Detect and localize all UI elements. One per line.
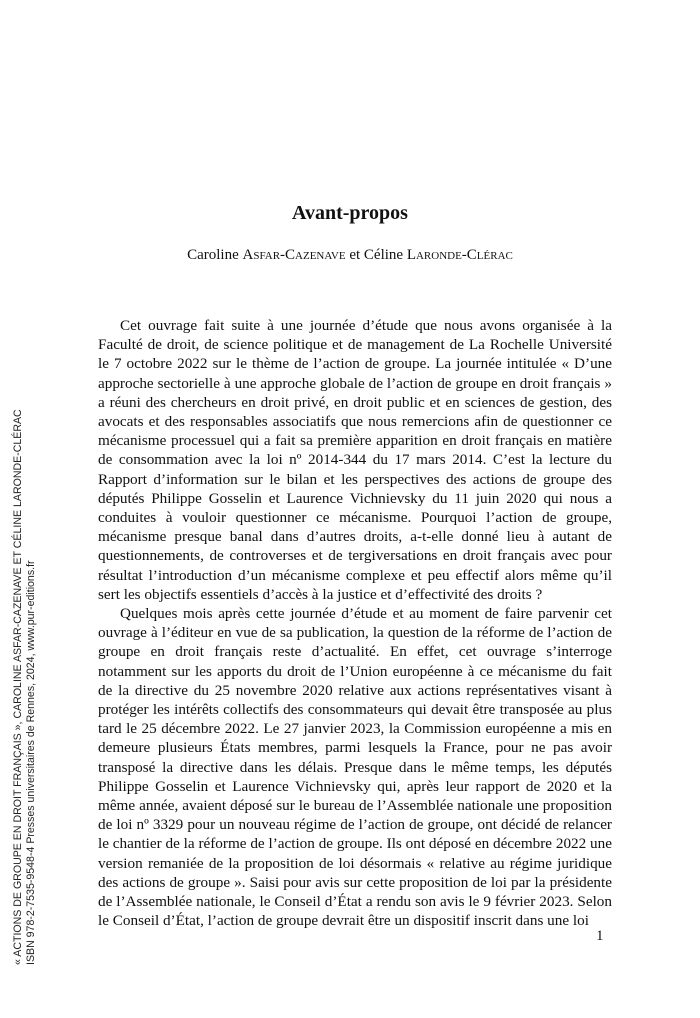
authors-connector: et [349,247,361,263]
author2-last-name: Laronde-Clérac [406,247,513,263]
author1-first-name: Caroline [187,247,239,263]
sidebar-isbn-publisher: ISBN 978-2-7535-9548-4 Presses universitaires de Rennes, 2024, www.pur-editions.fr [24,560,37,965]
page-number: 1 [596,928,604,944]
body-text [98,316,612,931]
page-title: Avant-propos [292,202,408,224]
sidebar-book-title: « ACTIONS DE GROUPE EN DROIT FRANÇAIS », CAROLINE ASFAR-CAZENAVE ET CÉLINE LARONDE-CLÉRAC [12,409,24,965]
author2-first-name: Céline [363,247,404,263]
paragraph: Cet ouvrage fait suite à une journée d’étude que nous avons organisée à la Faculté de droit, de science politique et de management de La Rochelle Université le 7 octobre 2022 sur le thème de l’action de groupe. La journée intitulée « D’une approche sectorielle à une approche globale de l’action de groupe en droit français » a réuni des chercheurs en droit privé, en droit public et en sciences de gestion, des avocats et des responsables associatifs que nous remercions afin de questionner ce mécanisme processuel qui a fait sa première apparition en droit français en matière de consommation avec la loi nº 2014-344 du 17 mars 2014. C’est la lecture du Rapport d’information sur le bilan et les perspectives des actions de groupe des députés Philippe Gosselin et Laurence Vichnievsky du 11 juin 2020 qui nous a conduites à vouloir questionner ce mécanisme. Pourquoi l’action de groupe, mécanisme presque banal dans d’autres droits, a-t-elle donné lieu à autant de questionnements, de controverses et de tergiversations en droit français avec pour résultat l’introduction d’un mécanisme complexe et peu effectif alors même qu’il sert les objectifs essentiels d’accès à la justice et d’effectivité des droits ? [98,317,612,603]
author1-last-name: Asfar-Cazenave [242,247,346,263]
copyright-sidebar [12,409,42,965]
authors-line [0,247,700,264]
paragraph: Quelques mois après cette journée d’étude et au moment de faire parvenir cet ouvrage à l’éditeur en vue de sa publication, la question de la réforme de l’action de groupe en droit français reste d’actualité. En effet, cet ouvrage s’interroge notamment sur les apports du droit de l’Union européenne à ce mécanisme du fait de la directive du 25 novembre 2020 relative aux actions représentatives visant à protéger les intérêts collectifs des consommateurs qui devait être transposée au plus tard le 25 décembre 2022. Le 27 janvier 2023, la Commission européenne a mis en demeure plusieurs États membres, parmi lesquels la France, pour ne pas avoir transposé la directive dans les délais. Presque dans le même temps, les députés Philippe Gosselin et Laurence Vichnievsky qui, après leur rapport de 2020 et la même année, avaient déposé sur le bureau de l’Assemblée nationale une proposition de loi nº 3329 pour un nouveau régime de l’action de groupe, ont décidé de relancer le chantier de la réforme de l’action de groupe. Ils ont déposé en décembre 2022 une version remaniée de la proposition de loi désormais « relative au régime juridique des actions de groupe ». Saisi pour avis sur cette proposition de loi par la présidente de l’Assemblée nationale, le Conseil d’État a rendu son avis le 9 février 2023. Selon le Conseil d’État, l’action de groupe devrait être un dispositif inscrit dans une loi [98,605,612,930]
